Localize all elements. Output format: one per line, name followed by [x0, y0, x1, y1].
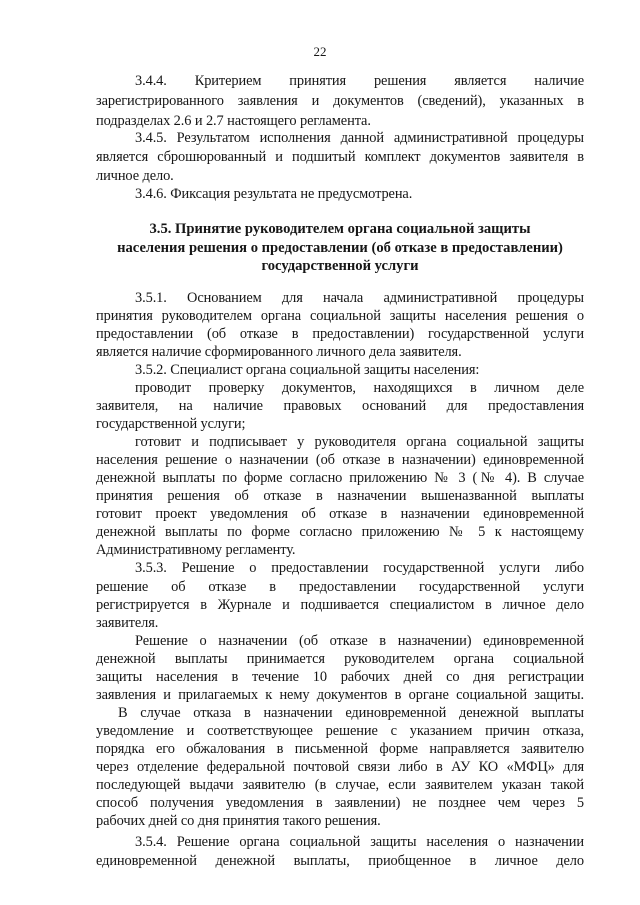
paragraph-line: заявления и прилагаемых к нему документов в органе социальной защиты. [96, 687, 584, 703]
paragraph-line: способ получения уведомления в заявлении) не позднее чем через 5 [96, 795, 584, 811]
paragraph-line: предоставлении (об отказе в предоставлении) государственной услуги [96, 326, 584, 342]
paragraph-line: принятия руководителем органа социальной защиты населения решения о [96, 308, 584, 324]
paragraph-line: заявителя, на наличие правовых оснований для предоставления [96, 398, 584, 414]
paragraph-line: 3.4.6. Фиксация результата не предусмотрена. [135, 186, 413, 202]
paragraph-line: заявителя. [96, 615, 159, 631]
paragraph-line: единовременной денежной выплаты, приобщенное в личное дело [96, 853, 584, 869]
paragraph-line: 3.5.2. Специалист органа социальной защиты населения: [135, 362, 480, 378]
paragraph-line: Административному регламенту. [96, 542, 296, 558]
paragraph-line: населения решение о назначении (об отказе в назначении) единовременной [96, 452, 584, 468]
paragraph-line: денежной выплаты принимается руководителем органа социальной [96, 651, 584, 667]
paragraph-line: подразделах 2.6 и 2.7 настоящего регламента. [96, 113, 371, 129]
paragraph-line: 3.4.4. Критерием принятия решения является наличие [135, 73, 584, 89]
paragraph-line: готовит и подписывает у руководителя органа социальной защиты [135, 434, 584, 450]
paragraph-line: проводит проверку документов, находящихся в личном деле [135, 380, 584, 396]
paragraph-line: денежной выплаты по форме согласно приложению № 3 (№ 4). В случае [96, 470, 584, 486]
section-heading: 3.5. Принятие руководителем органа социальной защиты [149, 221, 531, 237]
paragraph-line: является сброшюрованный и подшитый комплект документов заявителя в [96, 149, 584, 165]
paragraph-line: денежной выплаты по форме согласно приложению № 5 к настоящему [96, 524, 584, 540]
paragraph-line: Решение о назначении (об отказе в назначении) единовременной [135, 633, 584, 649]
paragraph-line: уведомление и соответствующее решение с указанием причин отказа, [96, 723, 584, 739]
paragraph-line: рабочих дней со дня принятия такого решения. [96, 813, 381, 829]
paragraph-line: 3.4.5. Результатом исполнения данной административной процедуры [135, 130, 584, 146]
paragraph-line: решение об отказе в предоставлении государственной услуги [96, 579, 584, 595]
paragraph-line: зарегистрированного заявления и документов (сведений), указанных в [96, 93, 584, 109]
section-heading: населения решения о предоставлении (об отказе в предоставлении) [117, 240, 563, 256]
paragraph-line: через отделение федеральной почтовой связи либо в АУ КО «МФЦ» для [96, 759, 584, 775]
paragraph-line: последующей выдачи заявителю (в случае, если заявителем указан такой [96, 777, 584, 793]
paragraph-line: является наличие сформированного личного дела заявителя. [96, 344, 462, 360]
paragraph-line: государственной услуги; [96, 416, 246, 432]
paragraph-line: защиты населения в течение 10 рабочих дней со дня регистрации [96, 669, 584, 685]
paragraph-line: принятия решения об отказе в назначении вышеназванной выплаты [96, 488, 584, 504]
section-heading: государственной услуги [261, 258, 419, 274]
paragraph-line: 3.5.1. Основанием для начала административной процедуры [135, 290, 584, 306]
paragraph-line: 3.5.3. Решение о предоставлении государственной услуги либо [135, 560, 584, 576]
paragraph-line: порядка его обжалования в письменной форме направляется заявителю [96, 741, 584, 757]
paragraph-line: личное дело. [96, 168, 174, 184]
paragraph-line: 3.5.4. Решение органа социальной защиты населения о назначении [135, 834, 584, 850]
paragraph-line: В случае отказа в назначении единовременной денежной выплаты [118, 705, 584, 721]
paragraph-line: готовит проект уведомления об отказе в назначении единовременной [96, 506, 584, 522]
page-number: 22 [313, 44, 327, 59]
paragraph-line: регистрируется в Журнале и подшивается специалистом в личное дело [96, 597, 584, 613]
